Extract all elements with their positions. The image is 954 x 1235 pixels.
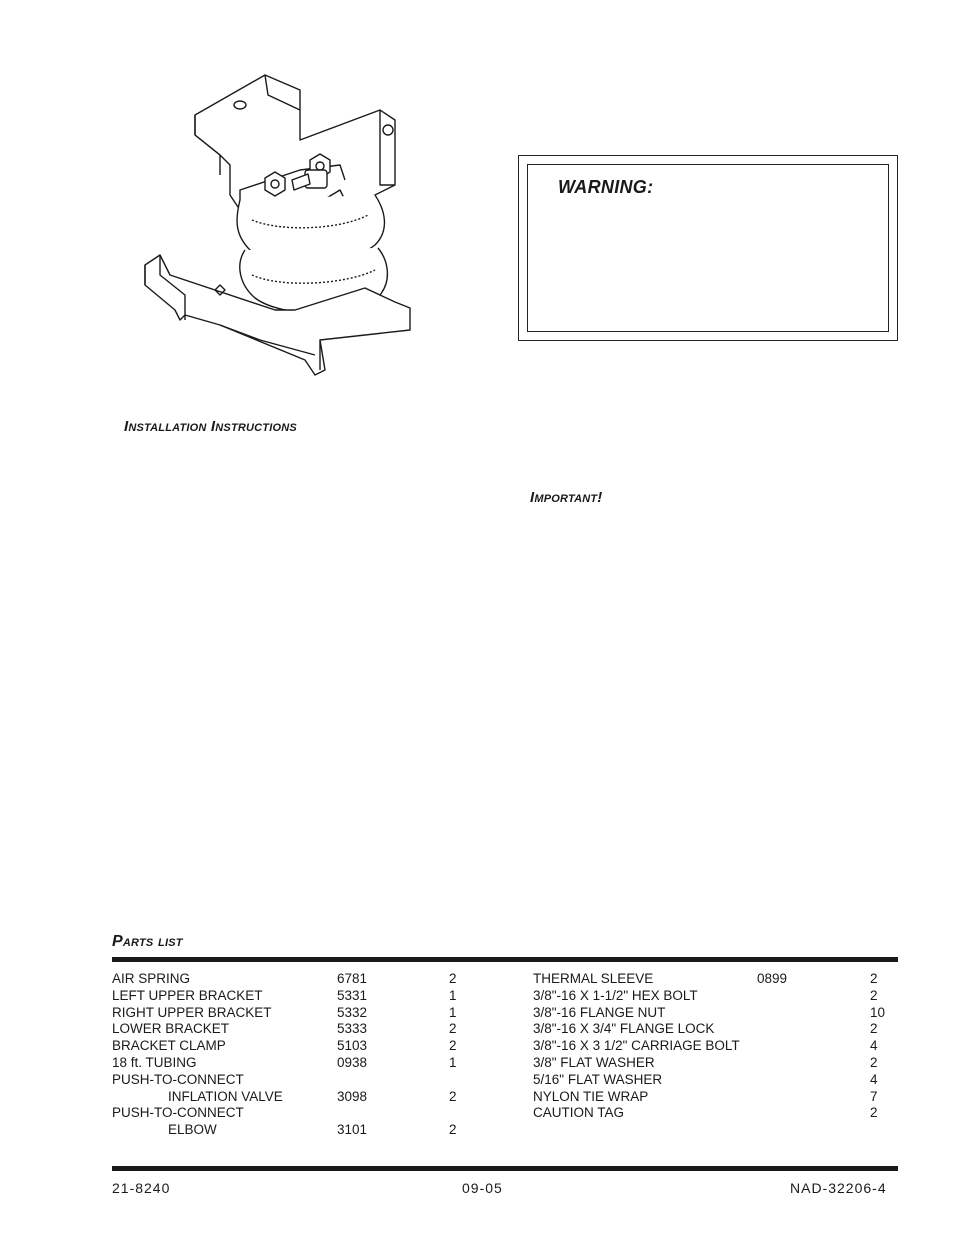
part-qty: 2 [870, 1105, 878, 1121]
part-qty: 1 [449, 1055, 457, 1070]
part-name: 3/8"-16 X 3 1/2" CARRIAGE BOLT [533, 1038, 740, 1054]
part-name: 3/8"-16 FLANGE NUT [533, 1004, 666, 1020]
part-qty: 2 [870, 987, 878, 1003]
part-qty: 7 [870, 1088, 878, 1104]
footer-part-number: 21-8240 [112, 1180, 171, 1196]
part-name: PUSH-TO-CONNECT [112, 1105, 244, 1121]
part-part: 6781 [337, 971, 368, 986]
parts-list-rule [112, 957, 898, 962]
part-part: 3101 [337, 1122, 368, 1138]
part-part: 5333 [337, 1021, 368, 1037]
parts-list-row [112, 1089, 492, 1105]
part-name: BRACKET CLAMP [112, 1038, 226, 1054]
part-qty: 2 [870, 1021, 878, 1037]
warning-box [518, 155, 898, 341]
part-part: 0938 [337, 1055, 368, 1070]
part-name: 5/16" FLAT WASHER [533, 1071, 663, 1087]
installation-instructions-heading: Installation Instructions [124, 418, 297, 435]
part-qty: 10 [870, 1004, 886, 1020]
part-part: 3098 [337, 1088, 368, 1104]
part-qty: 2 [870, 1055, 878, 1070]
part-name: 3/8"-16 X 3/4" FLANGE LOCK [533, 1021, 715, 1037]
part-name: LEFT UPPER BRACKET [112, 987, 263, 1003]
part-name: 3/8"-16 X 1-1/2" HEX BOLT [533, 987, 698, 1003]
air-spring-assembly-icon [140, 70, 420, 380]
parts-list-row [533, 971, 893, 987]
part-part: 0899 [757, 971, 788, 986]
part-qty: 2 [449, 1088, 457, 1104]
part-name: LOWER BRACKET [112, 1021, 230, 1037]
part-part: 5331 [337, 987, 368, 1003]
part-qty: 2 [449, 1122, 457, 1138]
part-name: THERMAL SLEEVE [533, 971, 654, 986]
part-part: 5103 [337, 1038, 368, 1054]
part-name: 18 ft. TUBING [112, 1055, 197, 1070]
part-name: RIGHT UPPER BRACKET [112, 1004, 272, 1020]
parts-list-left [112, 971, 492, 1151]
part-qty: 2 [870, 971, 878, 986]
parts-list-row [533, 1055, 893, 1071]
parts-list-row [112, 1055, 492, 1071]
part-part: 5332 [337, 1004, 368, 1020]
parts-list-row [533, 1089, 893, 1105]
warning-inner-border [527, 164, 889, 332]
parts-list-row [112, 1072, 492, 1088]
parts-list-row [112, 971, 492, 987]
parts-list-row [533, 1072, 893, 1088]
parts-list-row [112, 1005, 492, 1021]
parts-list-row [112, 1122, 492, 1138]
parts-list-right [533, 971, 893, 1131]
part-qty: 1 [449, 1004, 457, 1020]
parts-list-row [533, 1038, 893, 1054]
part-name: NYLON TIE WRAP [533, 1088, 649, 1104]
parts-list-row [533, 1105, 893, 1121]
part-name: INFLATION VALVE [168, 1088, 283, 1104]
part-qty: 2 [449, 1038, 457, 1054]
part-qty: 2 [449, 971, 457, 986]
part-name: AIR SPRING [112, 971, 191, 986]
parts-list-row [112, 988, 492, 1004]
parts-list-row [112, 1021, 492, 1037]
part-qty: 4 [870, 1071, 878, 1087]
part-name: 3/8" FLAT WASHER [533, 1055, 655, 1070]
important-heading: Important! [530, 489, 603, 506]
footer-rule [112, 1166, 898, 1171]
parts-list-row [112, 1038, 492, 1054]
parts-list-row [533, 1005, 893, 1021]
part-name: CAUTION TAG [533, 1105, 625, 1121]
parts-list-heading: Parts list [112, 933, 183, 950]
part-name: PUSH-TO-CONNECT [112, 1071, 244, 1087]
part-qty: 2 [449, 1021, 457, 1037]
parts-list-row [533, 1021, 893, 1037]
footer-document-number: NAD-32206-4 [790, 1180, 887, 1196]
part-name: ELBOW [168, 1122, 217, 1138]
parts-list-row [533, 988, 893, 1004]
parts-list-row [112, 1105, 492, 1121]
part-qty: 4 [870, 1038, 878, 1054]
footer-date: 09-05 [462, 1180, 503, 1196]
warning-title: WARNING: [558, 177, 654, 197]
part-qty: 1 [449, 987, 457, 1003]
